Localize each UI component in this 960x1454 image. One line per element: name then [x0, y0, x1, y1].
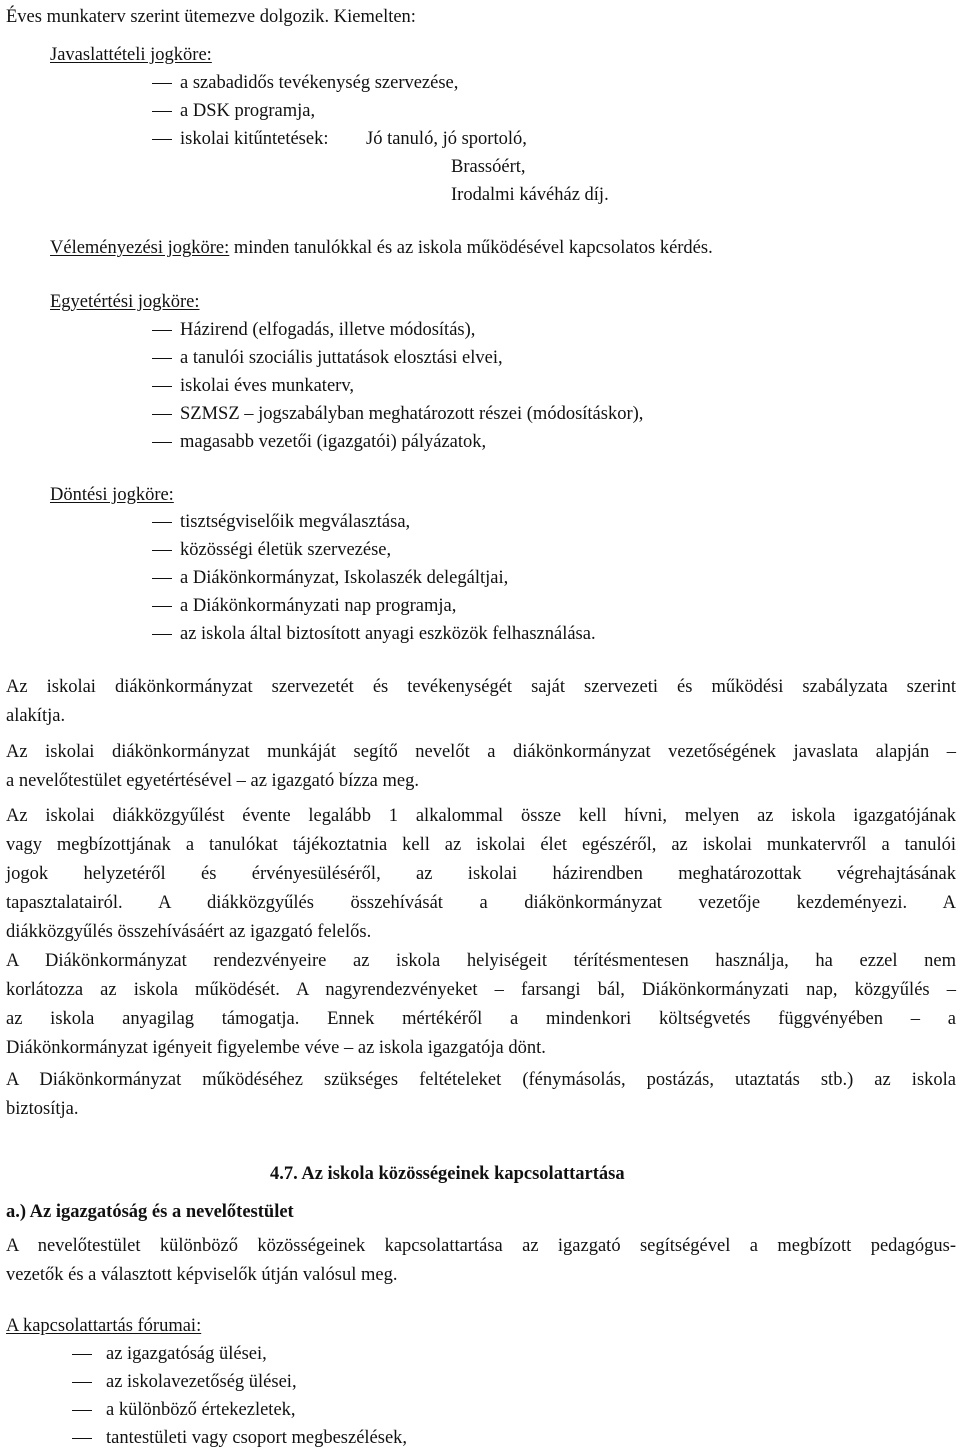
section-title: 4.7. Az iskola közösségeinek kapcsolattartása	[270, 1164, 625, 1184]
dash-bullet	[72, 1438, 92, 1439]
paragraph-line: az iskola anyagilag támogatja. Ennek mértékéről a mindenkori költségvetés függvényében – a	[6, 1009, 956, 1029]
paragraph-line: A Diákönkormányzat működéséhez szükséges feltételeket (fénymásolás, postázás, utaztatás stb.) az iskola	[6, 1070, 956, 1090]
dash-bullet	[152, 578, 172, 579]
list-item: SZMSZ – jogszabályban meghatározott részei (módosításkor),	[180, 404, 644, 424]
dash-bullet	[152, 358, 172, 359]
paragraph-line: vagy megbízottjának a tanulókat tájékoztatnia kell az iskolai élet egészéről, az iskolai munkatervről a tanulói	[6, 835, 956, 855]
section-paragraph	[6, 1232, 956, 1290]
paragraph-3	[6, 802, 956, 947]
dash-bullet	[152, 111, 172, 112]
forums-heading: A kapcsolattartás fórumai:	[6, 1316, 202, 1336]
dash-bullet	[152, 550, 172, 551]
paragraph-line: Az iskolai diákönkormányzat munkáját segítő nevelőt a diákönkormányzat vezetőségének javaslata alapján –	[6, 742, 956, 762]
javaslattetel-heading: Javaslattételi jogköre:	[50, 45, 212, 65]
dash-bullet	[152, 414, 172, 415]
paragraph-line: diákközgyűlés összehívásáért az igazgató felelős.	[6, 922, 372, 942]
dash-bullet	[152, 634, 172, 635]
paragraph-line: alakítja.	[6, 706, 66, 726]
list-item: Házirend (elfogadás, illetve módosítás),	[180, 320, 476, 340]
paragraph-line: A Diákönkormányzat rendezvényeire az iskola helyiségeit térítésmentesen használja, ha ezzel nem	[6, 951, 956, 971]
paragraph-line: vezetők és a választott képviselők útján valósul meg.	[6, 1265, 398, 1285]
velemenyezes-heading: Véleményezési jogköre:	[50, 238, 230, 258]
list-item: tantestületi vagy csoport megbeszélések,	[106, 1428, 408, 1448]
dash-bullet	[152, 442, 172, 443]
award-item: Jó tanuló, jó sportoló,	[366, 129, 527, 149]
dash-bullet	[72, 1354, 92, 1355]
dash-bullet	[72, 1382, 92, 1383]
award-item: Brassóért,	[451, 157, 526, 177]
section-subtitle: a.) Az igazgatóság és a nevelőtestület	[6, 1202, 294, 1222]
list-item: az iskolavezetőség ülései,	[106, 1372, 297, 1392]
dontes-heading: Döntési jogköre:	[50, 485, 174, 505]
dash-bullet	[152, 522, 172, 523]
paragraph-line: korlátozza az iskola működését. A nagyrendezvényeket – farsangi bál, Diákönkormányzati nap, közgyűlés –	[6, 980, 956, 1000]
list-item: iskolai kitűntetések:	[180, 129, 329, 149]
list-item: tisztségviselőik megválasztása,	[180, 512, 411, 532]
list-item: a szabadidős tevékenység szervezése,	[180, 73, 459, 93]
list-item: iskolai éves munkaterv,	[180, 376, 354, 396]
paragraph-line: tapasztalatairól. A diákközgyűlés összehívását a diákönkormányzat vezetője kezdeményezi. A	[6, 893, 956, 913]
paragraph-4	[6, 947, 956, 1063]
dash-bullet	[72, 1410, 92, 1411]
intro-text: Éves munkaterv szerint ütemezve dolgozik. Kiemelten:	[6, 7, 416, 27]
velemenyezes-text: minden tanulókkal és az iskola működésével kapcsolatos kérdés.	[233, 238, 713, 258]
dash-bullet	[152, 139, 172, 140]
paragraph-line: Az iskolai diákönkormányzat szervezetét és tevékenységét saját szervezeti és működési szabályzata szerint	[6, 677, 956, 697]
paragraph-line: Az iskolai diákközgyűlést évente legalább 1 alkalommal össze kell hívni, melyen az iskola igazgatójának	[6, 806, 956, 826]
list-item: a Diákönkormányzat, Iskolaszék delegáltjai,	[180, 568, 509, 588]
list-item: közösségi életük szervezése,	[180, 540, 392, 560]
dash-bullet	[152, 386, 172, 387]
egyetertes-heading: Egyetértési jogköre:	[50, 292, 200, 312]
list-item: a DSK programja,	[180, 101, 316, 121]
paragraph-line: jogok helyzetéről és érvényesüléséről, az iskolai házirendben meghatározottak végrehajtásának	[6, 864, 956, 884]
paragraph-line: biztosítja.	[6, 1099, 79, 1119]
paragraph-line: Diákönkormányzat igényeit figyelembe véve – az iskola igazgatója dönt.	[6, 1038, 546, 1058]
paragraph-5	[6, 1066, 956, 1124]
list-item: a tanulói szociális juttatások elosztási elvei,	[180, 348, 503, 368]
list-item: a Diákönkormányzati nap programja,	[180, 596, 457, 616]
dash-bullet	[152, 606, 172, 607]
paragraph-line: a nevelőtestület egyetértésével – az igazgató bízza meg.	[6, 771, 419, 791]
paragraph-1	[6, 673, 956, 731]
list-item: a különböző értekezletek,	[106, 1400, 296, 1420]
paragraph-line: A nevelőtestület különböző közösségeinek kapcsolattartása az igazgató segítségével a megbízott pedagógus-	[6, 1236, 956, 1256]
award-item: Irodalmi kávéház díj.	[451, 185, 609, 205]
paragraph-2	[6, 738, 956, 796]
list-item: magasabb vezetői (igazgatói) pályázatok,	[180, 432, 487, 452]
velemenyezes-line	[50, 237, 713, 259]
list-item: az iskola által biztosított anyagi eszközök felhasználása.	[180, 624, 596, 644]
dash-bullet	[152, 83, 172, 84]
dash-bullet	[152, 330, 172, 331]
list-item: az igazgatóság ülései,	[106, 1344, 267, 1364]
